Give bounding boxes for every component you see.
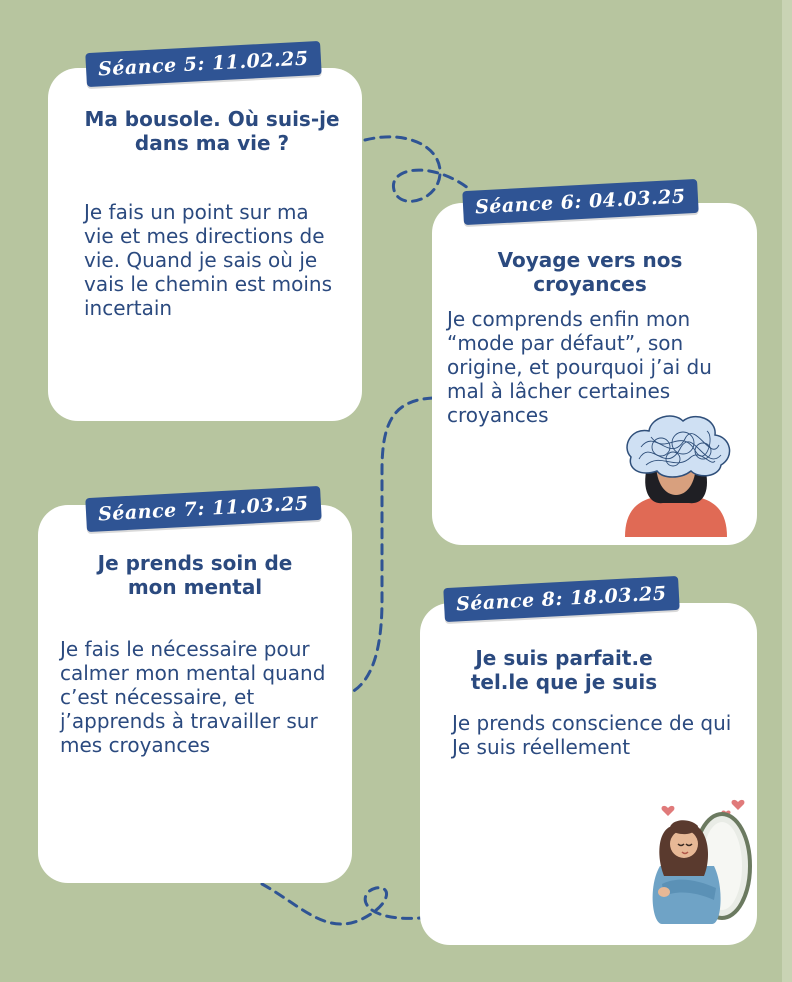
session-body-7: Je fais le nécessaire pour calmer mon mental quand c’est nécessaire, et j’apprends à travailler sur mes croyances — [60, 637, 326, 757]
session-title-8: Je suis parfait.e tel.le que je suis — [470, 646, 658, 694]
session-badge-6: Séance 6: 04.03.25 — [462, 179, 698, 225]
woman-with-tangled-thoughts-illustration — [611, 407, 741, 537]
session-badge-7: Séance 7: 11.03.25 — [85, 486, 321, 532]
woman-hugging-mirror-illustration — [638, 796, 758, 926]
session-body-5: Je fais un point sur ma vie et mes directions de vie. Quand je sais où je vais le chemin est moins incertain — [84, 200, 332, 320]
session-title-7: Je prends soin de mon mental — [97, 551, 293, 599]
session-title-6: Voyage vers nos croyances — [497, 248, 683, 296]
session-body-6: Je comprends enfin mon “mode par défaut”, son origine, et pourquoi j’ai du mal à lâcher certaines croyances — [447, 307, 712, 427]
session-body-8: Je prends conscience de qui Je suis réellement — [452, 711, 732, 759]
page-edge — [782, 0, 792, 982]
session-badge-8: Séance 8: 18.03.25 — [443, 576, 679, 622]
session-title-5: Ma bousole. Où suis-je dans ma vie ? — [84, 107, 340, 155]
session-badge-5: Séance 5: 11.02.25 — [85, 41, 321, 87]
